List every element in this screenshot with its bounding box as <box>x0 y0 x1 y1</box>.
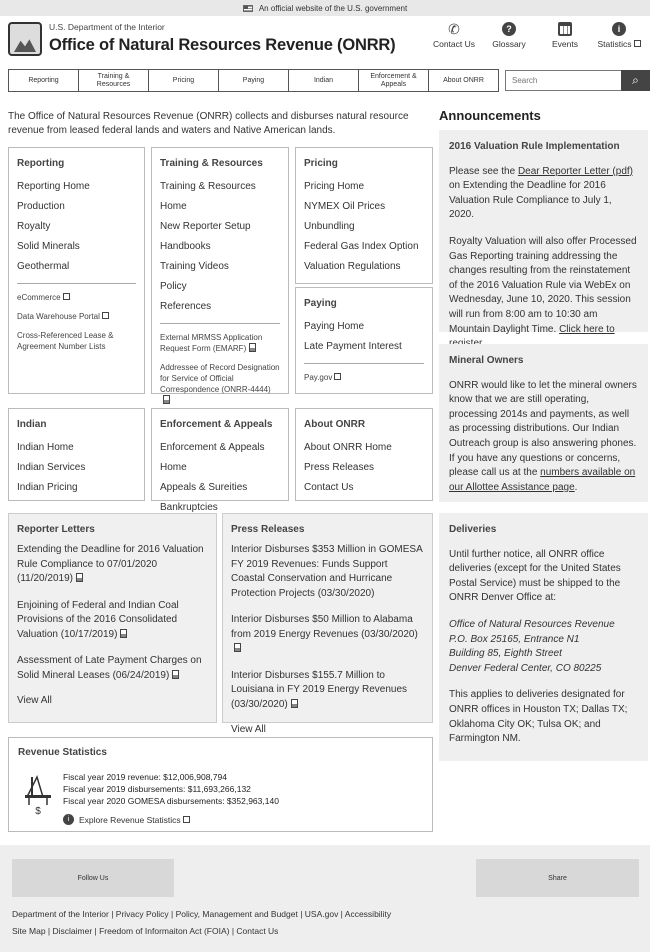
deliveries-paragraph: Until further notice, all ONRR office deliveries (except for the United States Postal Service) must be shipped to the ONRR Denver Office at: <box>449 548 621 604</box>
training-videos-link[interactable]: Training Videos <box>160 261 229 272</box>
late-payment-interest-link[interactable]: Late Payment Interest <box>304 341 402 352</box>
official-banner-text: An official website of the U.S. government <box>258 3 408 13</box>
reporter-letters-title: Reporter Letters <box>17 524 95 535</box>
main-nav <box>8 69 499 92</box>
intro-text: The Office of Natural Resources Revenue (ONRR) collects and disburses natural resource revenue from leased federal lands and waters and Native American lands. <box>8 111 409 136</box>
pdf-icon <box>163 395 170 404</box>
revenue-statistics-panel <box>8 737 433 832</box>
about-home-link[interactable]: About ONRR Home <box>304 442 392 453</box>
indian-home-link[interactable]: Indian Home <box>17 442 74 453</box>
calendar-icon <box>558 22 572 36</box>
valuation-title: 2016 Valuation Rule Implementation <box>449 141 620 152</box>
oil-rig-icon <box>23 773 53 815</box>
pricing-title: Pricing <box>304 158 338 169</box>
nav-reporting[interactable]: Reporting <box>9 70 79 91</box>
policy-link[interactable]: Policy <box>160 281 187 292</box>
events-link[interactable]: Events <box>537 22 593 49</box>
reporter-letters-panel <box>8 513 217 723</box>
mineral-owners-announcement <box>439 344 648 502</box>
reporting-title: Reporting <box>17 158 65 169</box>
contact-us-footer-link[interactable]: Contact Us <box>304 482 354 493</box>
delivery-address: Office of Natural Resources Revenue P.O. Box 25165, Entrance N1 Building 85, Eighth Street Denver Federal Center, CO 80225 <box>449 618 615 674</box>
reporting-home-link[interactable]: Reporting Home <box>17 181 90 192</box>
handbooks-link[interactable]: Handbooks <box>160 241 211 252</box>
royalty-link[interactable]: Royalty <box>17 221 51 232</box>
nav-indian[interactable]: Indian <box>289 70 359 91</box>
about-section <box>295 408 433 501</box>
site-footer <box>0 845 650 952</box>
federal-gas-index-link[interactable]: Federal Gas Index Option <box>304 241 419 252</box>
revenue-line: Fiscal year 2020 GOMESA disbursements: $352,963,140 <box>63 796 279 806</box>
press-releases-title: Press Releases <box>231 524 305 535</box>
production-link[interactable]: Production <box>17 201 65 212</box>
announcements-title: Announcements <box>439 108 541 123</box>
site-header <box>0 18 650 64</box>
official-banner <box>0 0 650 16</box>
svg-text:$: $ <box>35 806 41 815</box>
paying-section <box>295 287 433 394</box>
contact-us-link[interactable]: ✆ Contact Us <box>432 21 476 49</box>
divider <box>160 323 280 324</box>
footer-links-row-2[interactable]: Site Map | Disclaimer | Freedom of Informaiton Act (FOIA) | Contact Us <box>12 926 279 936</box>
reporter-letter-item[interactable]: Assessment of Late Payment Charges on Solid Mineral Leases (06/24/2019) <box>17 655 202 681</box>
reporting-section <box>8 147 145 394</box>
pdf-icon <box>120 629 127 638</box>
geothermal-link[interactable]: Geothermal <box>17 261 70 272</box>
nav-pricing[interactable]: Pricing <box>149 70 219 91</box>
valuation-announcement <box>439 130 648 335</box>
emarf-link[interactable]: External MRMSS Application Request Form (EMARF) <box>160 333 263 353</box>
explore-revenue-statistics-link[interactable]: Explore Revenue Statistics <box>79 815 190 825</box>
mineral-owners-paragraph: ONRR would like to let the mineral owners know that we are still operating, processing 2014s and payments, as well as processing distributions. Our Indian Outreach group is also answering phones. If you have any questions or concerns, please call us at the numbers available on our Allottee Assistance page. <box>449 379 637 493</box>
phone-icon: ✆ <box>448 21 460 37</box>
external-link-icon <box>334 373 341 380</box>
pdf-icon <box>234 643 241 652</box>
reporter-letters-view-all[interactable]: View All <box>17 695 52 706</box>
press-releases-view-all[interactable]: View All <box>231 724 266 735</box>
pdf-icon <box>172 670 179 679</box>
pay-gov-link[interactable]: Pay.gov <box>304 372 424 383</box>
bankruptcies-link[interactable]: Bankruptcies <box>160 502 218 513</box>
pdf-icon <box>249 343 256 352</box>
nav-about-onrr[interactable]: About ONRR <box>443 76 484 84</box>
external-link-icon <box>183 816 190 823</box>
nymex-oil-prices-link[interactable]: NYMEX Oil Prices <box>304 201 386 212</box>
question-icon: ? <box>502 22 516 36</box>
share-button[interactable]: Share <box>476 859 639 897</box>
solid-minerals-link[interactable]: Solid Minerals <box>17 241 80 252</box>
press-releases-panel <box>222 513 433 735</box>
mineral-owners-title: Mineral Owners <box>449 355 524 366</box>
divider <box>17 283 136 284</box>
register-link[interactable]: Click here to <box>559 323 615 335</box>
references-link[interactable]: References <box>160 301 212 312</box>
footer-links-row-1[interactable]: Department of the Interior | Privacy Policy | Policy, Management and Budget | USA.gov | Accessibility <box>12 909 392 919</box>
onrr-seal-icon[interactable] <box>8 22 42 56</box>
indian-title: Indian <box>17 419 47 430</box>
new-reporter-setup-link[interactable]: New Reporter Setup <box>160 221 251 232</box>
statistics-icon: i <box>63 814 74 825</box>
pdf-icon <box>76 573 83 582</box>
follow-us-button[interactable]: Follow Us <box>12 859 174 897</box>
valuation-paragraph: Please see the Dear Reporter Letter (pdf) on Extending the Deadline for 2016 Valuation Rule Compliance to July 1, 2020. <box>449 165 633 221</box>
us-flag-icon <box>243 5 253 12</box>
valuation-regulations-link[interactable]: Valuation Regulations <box>304 261 401 272</box>
enforcement-home-link[interactable]: Enforcement & Appeals Home <box>160 442 265 473</box>
dear-reporter-letter-link[interactable]: Dear Reporter Letter (pdf) <box>517 165 633 177</box>
pricing-home-link[interactable]: Pricing Home <box>304 181 365 192</box>
training-home-link[interactable]: Training & Resources Home <box>160 181 256 212</box>
revenue-line: Fiscal year 2019 revenue: $12,006,908,794 <box>63 772 227 782</box>
data-warehouse-link[interactable]: Data Warehouse Portal <box>17 311 136 322</box>
statistics-link[interactable]: i Statistics <box>591 22 647 49</box>
divider <box>304 363 424 364</box>
indian-pricing-link[interactable]: Indian Pricing <box>17 482 78 493</box>
revenue-line: Fiscal year 2019 disbursements: $11,693,266,132 <box>63 784 251 794</box>
reporter-letter-item[interactable]: Enjoining of Federal and Indian Coal Provisions of the 2016 Consolidated Valuation (10/17/2019) <box>17 599 179 640</box>
nav-paying[interactable]: Paying <box>219 70 289 91</box>
external-link-icon <box>102 312 109 319</box>
search-icon: ⌕ <box>632 73 639 87</box>
press-release-item[interactable]: Interior Disburses $155.7 Million to Louisiana in FY 2019 Energy Revenues (03/30/2020) <box>231 669 408 710</box>
revenue-statistics-title: Revenue Statistics <box>18 747 107 758</box>
training-section <box>151 147 289 394</box>
enforcement-title: Enforcement & Appeals <box>160 419 273 430</box>
press-release-item[interactable]: Interior Disburses $50 Million to Alabama from 2019 Energy Revenues (03/30/2020) <box>231 613 424 657</box>
press-releases-link[interactable]: Press Releases <box>304 462 375 473</box>
allottee-assistance-link[interactable]: numbers available on our Allottee Assistance page <box>449 467 636 493</box>
pricing-section <box>295 147 433 284</box>
indian-section <box>8 408 145 501</box>
search-input[interactable] <box>505 70 622 91</box>
external-link-icon <box>634 40 641 47</box>
site-title[interactable]: Office of Natural Resources Revenue (ONRR) <box>49 36 396 54</box>
appeals-sureities-link[interactable]: Appeals & Sureities <box>160 482 248 493</box>
enforcement-section <box>151 408 289 513</box>
nav-enforcement-appeals[interactable]: Enforcement & Appeals <box>359 70 429 91</box>
deliveries-announcement <box>439 513 648 761</box>
deliveries-title: Deliveries <box>449 524 497 535</box>
press-release-item[interactable]: Interior Disburses $353 Million in GOMESA FY 2019 Revenues: Funds Support Coastal Conservation and Hurricane Protection Projects (03/30/2020) <box>231 544 423 599</box>
onrr-4444-link[interactable]: Addressee of Record Designation for Service of Official Correspondence (ONRR-4444) <box>160 362 280 406</box>
ecommerce-link[interactable]: eCommerce <box>17 292 136 303</box>
about-title: About ONRR <box>304 419 366 430</box>
unbundling-link[interactable]: Unbundling <box>304 221 355 232</box>
paying-home-link[interactable]: Paying Home <box>304 321 365 332</box>
valuation-training-paragraph: Royalty Valuation will also offer Processed Gas Reporting training addressing the changes resulting from the reinstatement of the 2016 Valuation Rule via WebEx on Wednesday, June 10, 2020. This session will run from 8:00 am to 10:30 am Mountain Daylight Time. Click here to <box>449 235 638 352</box>
department-name: U.S. Department of the Interior <box>49 22 165 32</box>
nav-training-resources[interactable]: Training & Resources <box>79 70 149 91</box>
reporter-letter-item[interactable]: Extending the Deadline for 2016 Valuation Rule Compliance to 07/01/2020 (11/20/2019) <box>17 544 204 584</box>
external-link-icon <box>63 293 70 300</box>
search-button[interactable] <box>621 70 650 91</box>
deliveries-note: This applies to deliveries designated for ONRR offices in Houston TX; Dallas TX; Oklahoma City OK; Tulsa OK; and Farmington NM. <box>449 689 628 745</box>
training-title: Training & Resources <box>160 158 263 169</box>
pdf-icon <box>291 699 298 708</box>
indian-services-link[interactable]: Indian Services <box>17 462 86 473</box>
statistics-icon: i <box>612 22 626 36</box>
cross-referenced-lease-link[interactable]: Cross-Referenced Lease & Agreement Number Lists <box>17 331 114 351</box>
paying-title: Paying <box>304 298 337 309</box>
glossary-link[interactable]: ? Glossary <box>492 24 526 49</box>
